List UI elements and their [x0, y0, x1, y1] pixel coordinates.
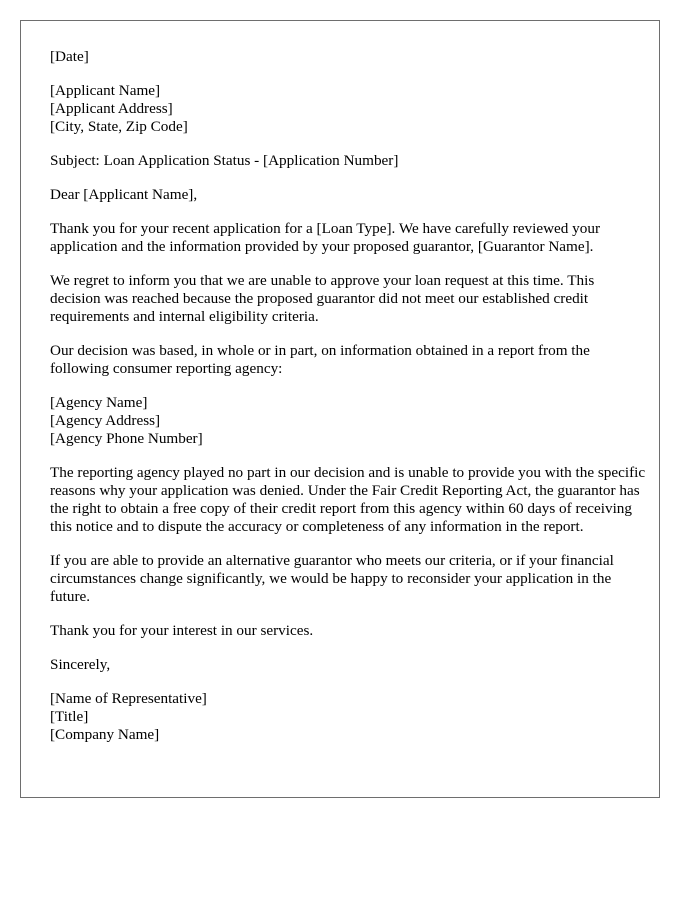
signature-company: [Company Name] — [50, 726, 160, 743]
recipient-name: [Applicant Name] — [50, 82, 161, 99]
closing-text: Sincerely, — [50, 656, 111, 673]
letter-frame — [20, 20, 660, 798]
salutation — [50, 186, 646, 204]
recipient-city-state-zip: [City, State, Zip Code] — [50, 118, 188, 135]
paragraph-thanks: Thank you for your interest in our services. — [50, 622, 314, 639]
paragraph-consumer-agency-intro: Our decision was based, in whole or in part, on information obtained in a report from the following consumer reporting agency: — [50, 342, 590, 377]
subject-text: Subject: Loan Application Status - [Application Number] — [50, 152, 399, 169]
paragraph-denial-reason: We regret to inform you that we are unable to approve your loan request at this time. This decision was reached because the proposed guarantor did not meet our established credit requirements and internal eligibility criteria. — [50, 272, 595, 325]
recipient-address: [Applicant Address] — [50, 100, 173, 117]
date — [50, 48, 646, 66]
paragraph-reconsideration: If you are able to provide an alternative guarantor who meets our criteria, or if your financial circumstances change significantly, we would be happy to reconsider your application in the future. — [50, 552, 614, 605]
agency-block — [50, 394, 646, 448]
closing — [50, 656, 646, 674]
paragraph-application-review: Thank you for your recent application for a [Loan Type]. We have carefully reviewed your application and the information provided by your proposed guarantor, [Guarantor Name]. — [50, 220, 601, 255]
recipient-address-block — [50, 82, 646, 136]
signature-block — [50, 690, 646, 744]
agency-name: [Agency Name] — [50, 394, 148, 411]
salutation-text: Dear [Applicant Name], — [50, 186, 198, 203]
signature-representative: [Name of Representative] — [50, 690, 207, 707]
date-text: [Date] — [50, 48, 89, 65]
agency-address: [Agency Address] — [50, 412, 161, 429]
letter-body — [50, 48, 646, 760]
paragraph-fcra-rights: The reporting agency played no part in our decision and is unable to provide you with the specific reasons why your application was denied. Under the Fair Credit Reporting Act, the guarantor has the right to obtain a free copy of their credit report from this agency within 60 days of receiving this notice and to dispute the accuracy or completeness of any information in the report. — [50, 464, 646, 535]
subject-line — [50, 152, 646, 170]
signature-title: [Title] — [50, 708, 89, 725]
agency-phone: [Agency Phone Number] — [50, 430, 203, 447]
